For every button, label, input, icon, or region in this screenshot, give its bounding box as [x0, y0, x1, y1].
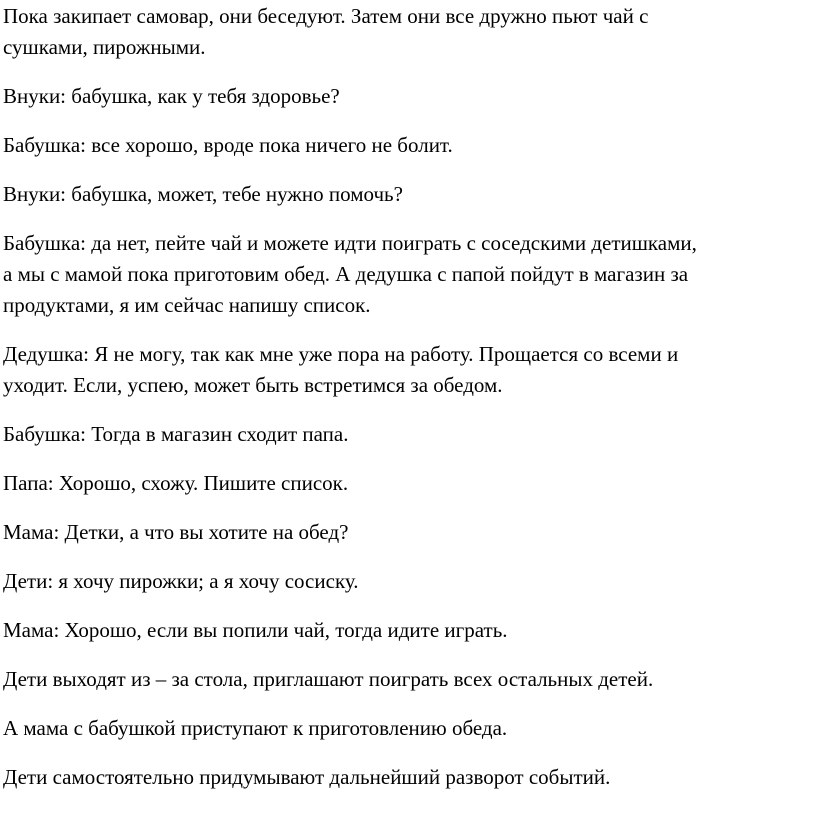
text-line: Бабушка: все хорошо, вроде пока ничего не болит. [3, 133, 453, 157]
text-line: Мама: Детки, а что вы хотите на обед? [3, 520, 349, 544]
paragraph [3, 713, 813, 744]
text-line: Внуки: бабушка, может, тебе нужно помочь? [3, 182, 403, 206]
document-body [3, 0, 813, 811]
text-line: Внуки: бабушка, как у тебя здоровье? [3, 84, 340, 108]
text-line: Бабушка: Тогда в магазин сходит папа. [3, 422, 349, 446]
paragraph [3, 762, 813, 793]
paragraph [3, 566, 813, 597]
text-line: Папа: Хорошо, схожу. Пишите список. [3, 471, 349, 495]
text-line: а мы с мамой пока приготовим обед. А дедушка с папой пойдут в магазин за [3, 262, 689, 286]
paragraph [3, 468, 813, 499]
paragraph [3, 615, 813, 646]
paragraph [3, 81, 813, 112]
text-line: А мама с бабушкой приступают к приготовлению обеда. [3, 716, 508, 740]
text-line: Мама: Хорошо, если вы попили чай, тогда идите играть. [3, 618, 508, 642]
paragraph [3, 228, 813, 321]
paragraph [3, 419, 813, 450]
paragraph [3, 339, 813, 401]
text-line: Пока закипает самовар, они беседуют. Затем они все дружно пьют чай с [3, 4, 649, 28]
paragraph [3, 517, 813, 548]
text-line: уходит. Если, успею, может быть встретимся за обедом. [3, 373, 503, 397]
text-line: Дети выходят из – за стола, приглашают поиграть всех остальных детей. [3, 667, 654, 691]
text-line: Бабушка: да нет, пейте чай и можете идти поиграть с соседскими детишками, [3, 231, 697, 255]
paragraph [3, 664, 813, 695]
paragraph [3, 179, 813, 210]
paragraph [3, 130, 813, 161]
text-line: Дедушка: Я не могу, так как мне уже пора на работу. Прощается со всеми и [3, 342, 679, 366]
text-line: Дети самостоятельно придумывают дальнейший разворот событий. [3, 765, 611, 789]
paragraph [3, 1, 813, 63]
text-line: продуктами, я им сейчас напишу список. [3, 293, 371, 317]
text-line: сушками, пирожными. [3, 35, 206, 59]
text-line: Дети: я хочу пирожки; а я хочу сосиску. [3, 569, 359, 593]
